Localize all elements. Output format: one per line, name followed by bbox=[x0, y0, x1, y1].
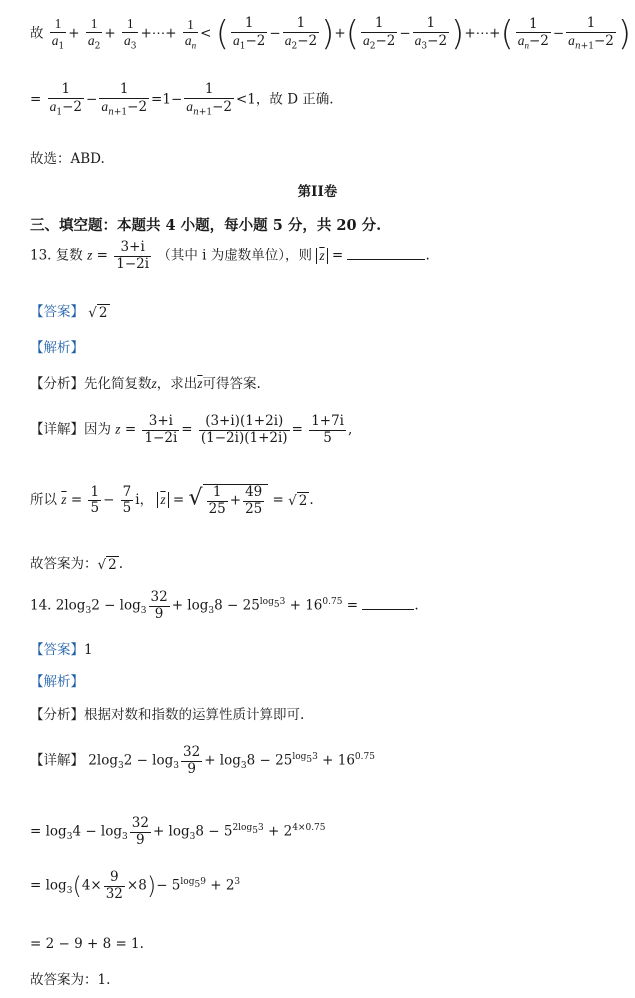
q13-suoyi: 所以 bbox=[30, 492, 57, 509]
sum-inequality-line: 故 $\frac{1}{a_1}$ + $\frac{1}{a_2}$ + $\frac{1}{a_3}$ +⋯+ $\frac{1}{a_n}$ < ( $\frac{1}{a_1-2}$ − $\frac{1}{a_2-2}$ )+( $\frac{1}{a_2-2}$ − $\frac{1}{a_3-2}$ )+⋯+( $\frac{1}{a_n-2}$ − $\frac{1}{a_{n+1}-2}$ ) bbox=[30, 14, 632, 54]
final-answer-abd: 故选：ABD. bbox=[30, 151, 105, 167]
gu-text: 故 bbox=[30, 25, 44, 42]
q14-answer-tag: 【答案】 bbox=[30, 642, 84, 658]
conclusion-line: = $\frac{1}{a_1-2}$ − $\frac{1}{a_{n+1}-2}$ =1− $\frac{1}{a_{n+1}-2}$ <1，故 D 正确. bbox=[30, 81, 334, 118]
q13-xiangjie-line: 【详解】因为 z = $\frac{3+i}{1-2i}$ = $\frac{(3+i)(1+2i)}{(1-2i)(1+2i)}$ = $\frac{1+7i}{5}$ , bbox=[30, 413, 353, 446]
frac-1-an: $\frac{1}{a_n}$ bbox=[184, 16, 197, 51]
q14-fenxi-tag: 【分析】 bbox=[30, 707, 84, 723]
q14-answer-blank bbox=[362, 597, 414, 610]
q14-number: 14. bbox=[30, 597, 52, 614]
q14-analysis-tag: 【解析】 bbox=[30, 674, 84, 690]
q13-prefix: 复数 bbox=[55, 247, 83, 264]
q13-final: 故答案为： bbox=[30, 556, 98, 572]
q14-fenxi-text: 根据对数和指数的运算性质计算即可. bbox=[84, 707, 305, 723]
q14-answer-line bbox=[30, 638, 625, 658]
q13-answer-blank bbox=[347, 247, 425, 260]
q13-number: 13. bbox=[30, 247, 52, 264]
q13-xiangjie-text: 因为 bbox=[84, 421, 111, 438]
q13-answer-line: 【答案】 √ 2 bbox=[30, 304, 108, 321]
frac-1-a3: $\frac{1}{a_3}$ bbox=[123, 16, 137, 52]
q14-step4: = 2 − 9 + 8 = 1. bbox=[30, 936, 144, 952]
q13-fenxi-tag: 【分析】 bbox=[30, 376, 84, 392]
q13-answer-tag: 【答案】 bbox=[30, 304, 84, 320]
q14-fenxi-line bbox=[30, 703, 625, 723]
q13-question: 13. 复数 z = $\frac{3+i}{1-2i}$ （其中 i 为虚数单位），则 $\overline{z}$ = . bbox=[30, 239, 430, 272]
q13-fenxi-a: 先化简复数 bbox=[84, 376, 152, 392]
q13-fenxi-line: 【分析】先化简复数z，求出$\overline{z}$可得答案. bbox=[30, 376, 261, 392]
part-title: 三、填空题：本题共 4 小题，每小题 5 分，共 20 分. bbox=[30, 217, 382, 234]
conclusion-text: ，故 D 正确. bbox=[255, 91, 334, 108]
q14-xiangjie-line: 【详解】 $2\log_32 - \log_3$ $\frac{32}{9}$ + $\log_38 - 25^{log_53} + 16^{0.75}$ bbox=[30, 744, 375, 777]
volume-title: 第II卷 bbox=[297, 184, 338, 200]
q13-xiangjie-tag: 【详解】 bbox=[30, 421, 84, 438]
q13-fenxi-b: ，求出 bbox=[156, 376, 198, 392]
frac-1-a2: $\frac{1}{a_2}$ bbox=[87, 16, 101, 52]
frac-1-a1: $\frac{1}{a_1}$ bbox=[51, 16, 65, 52]
q14-xiangjie-tag: 【详解】 bbox=[30, 752, 84, 769]
q13-note: （其中 i 为虚数单位），则 bbox=[157, 247, 313, 264]
q14-final: 故答案为：1. bbox=[30, 972, 111, 988]
q13-analysis-tag: 【解析】 bbox=[30, 340, 84, 356]
q14-step2: = $\log_34 - \log_3$ $\frac{32}{9}$ + $\log_38 - 5^{2log_53} + 2^{4\times 0.75}$ bbox=[30, 815, 326, 848]
q13-fenxi-c: 可得答案. bbox=[202, 376, 261, 392]
q14-step3: = $\log_3(4\times$ $\frac{9}{32}$ $\times 8)- 5^{log_59} + 2^3$ bbox=[30, 869, 241, 902]
q14-answer: 1 bbox=[84, 642, 93, 658]
q13-final-line: 故答案为：√ 2 . bbox=[30, 556, 123, 573]
q14-question: 14. $2\log_32 - \log_3$ $\frac{32}{9}$ + $\log_38 - 25^{log_53} + 16^{0.75}$ = . bbox=[30, 589, 419, 622]
q13-suoyi-line: 所以 $\overline{z}$ = $\frac{1}{5}$ − $\frac{7}{5}$ i， $\overline{z}$ = √ $\frac{1}{25}$ + $\frac{49}{25}$ = √ 2 . bbox=[30, 483, 314, 517]
